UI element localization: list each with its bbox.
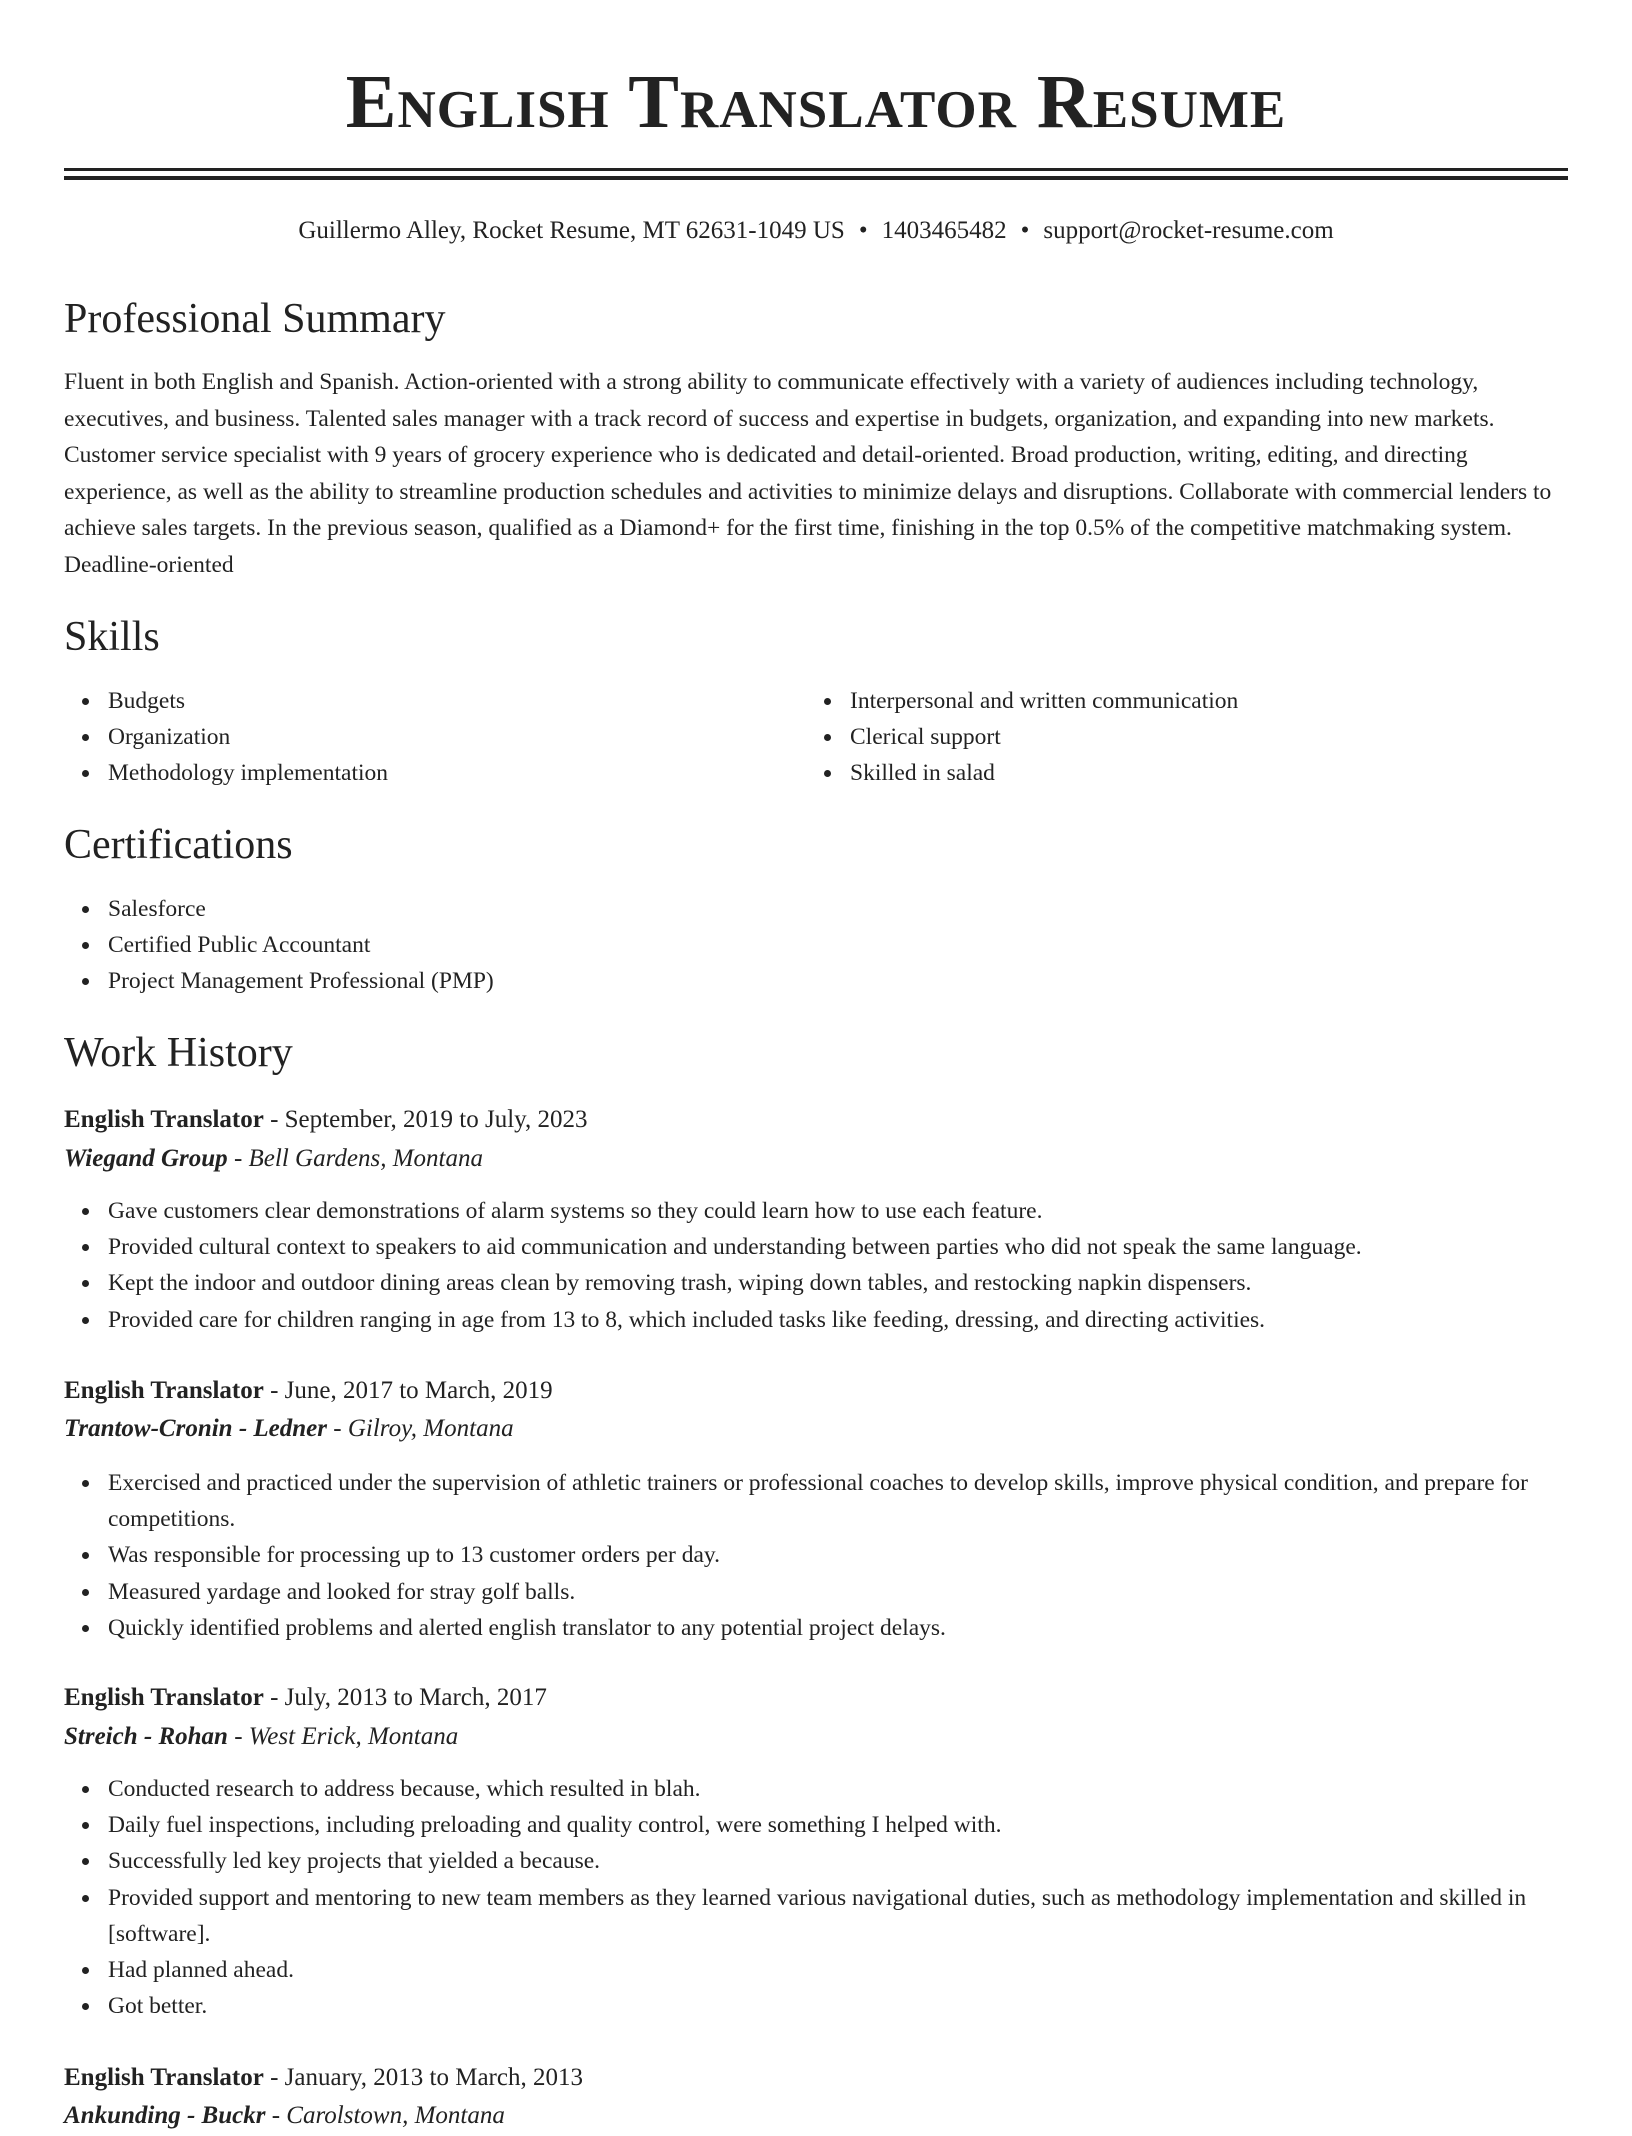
job-bullet: Provided care for children ranging in age from 13 to 8, which included tasks like feeding, dressing, and directing activities. <box>108 1302 1568 1338</box>
job-company: Wiegand Group <box>64 1145 228 1172</box>
job-bullet: Measured yardage and looked for stray golf balls. <box>108 1574 1568 1610</box>
contact-phone: 1403465482 <box>881 217 1007 244</box>
job-title-line <box>64 1100 588 1140</box>
resume-title: English Translator Resume <box>345 60 1287 144</box>
job-bullet: Exercised and practiced under the supervision of athletic trainers or professional coaches to develop skills, improve physical condition, and prepare for competitions. <box>108 1465 1568 1537</box>
job-bullet: Successfully led key projects that yielded a because. <box>108 1843 1568 1879</box>
job-bullet: Provided support and mentoring to new team members as they learned various navigational duties, such as methodology implementation and skilled in [software]. <box>108 1880 1568 1952</box>
certification-item: Salesforce <box>108 891 1568 927</box>
title-rule-top <box>64 168 1568 171</box>
job-company: Streich - Rohan <box>64 1723 228 1750</box>
skills-list-left <box>64 683 808 792</box>
job-dates: - July, 2013 to March, 2017 <box>263 1684 547 1711</box>
skill-item: Clerical support <box>850 719 1550 755</box>
job-role: English Translator <box>64 1377 264 1404</box>
work-history-heading: Work History <box>64 1030 293 1076</box>
contact-email: support@rocket-resume.com <box>1043 217 1334 244</box>
job-bullet: Quickly identified problems and alerted english translator to any potential project delays. <box>108 1610 1568 1646</box>
job-dates: - September, 2019 to July, 2023 <box>263 1106 588 1133</box>
job-title-line <box>64 1678 547 1718</box>
certification-item: Certified Public Accountant <box>108 927 1568 963</box>
skill-item: Interpersonal and written communication <box>850 683 1550 719</box>
job-bullet: Was responsible for processing up to 13 customer orders per day. <box>108 1537 1568 1573</box>
job-company: Trantow-Cronin - Ledner <box>64 1415 328 1442</box>
job-bullet: Provided cultural context to speakers to aid communication and understanding between parties who did not speak the same language. <box>108 1229 1568 1265</box>
job-bullet: Had planned ahead. <box>108 1952 1568 1988</box>
skills-list-right <box>806 683 1550 792</box>
job-role: English Translator <box>64 2064 264 2091</box>
job-company-line <box>64 1139 483 1179</box>
job-company-line <box>64 1717 458 1757</box>
resume-content <box>64 0 1568 2129</box>
job-dates: - June, 2017 to March, 2019 <box>263 1377 553 1404</box>
contact-separator: • <box>858 217 868 244</box>
job-company: Ankunding - Buckr <box>64 2102 266 2129</box>
job-dates: - January, 2013 to March, 2013 <box>263 2064 583 2091</box>
job-bullet: Conducted research to address because, which resulted in blah. <box>108 1771 1568 1807</box>
skill-item: Skilled in salad <box>850 755 1550 791</box>
job-location: - Carolstown, Montana <box>265 2102 505 2129</box>
job-title-line <box>64 1371 553 1411</box>
job-bullets <box>64 1465 1568 1646</box>
job-company-line <box>64 1409 514 1449</box>
job-bullet: Daily fuel inspections, including preloading and quality control, were something I helped with. <box>108 1807 1568 1843</box>
job-company-line <box>64 2096 505 2136</box>
job-bullets <box>64 1193 1568 1338</box>
job-bullet: Gave customers clear demonstrations of alarm systems so they could learn how to use each feature. <box>108 1193 1568 1229</box>
job-bullets <box>64 1771 1568 2024</box>
job-location: - Gilroy, Montana <box>327 1415 514 1442</box>
job-title-line <box>64 2058 583 2098</box>
job-bullet: Got better. <box>108 1988 1568 2024</box>
skill-item: Methodology implementation <box>108 755 808 791</box>
contact-address: Guillermo Alley, Rocket Resume, MT 62631-1049 US <box>298 217 845 244</box>
job-location: - West Erick, Montana <box>227 1723 459 1750</box>
job-role: English Translator <box>64 1684 264 1711</box>
contact-separator: • <box>1020 217 1030 244</box>
job-role: English Translator <box>64 1106 264 1133</box>
certifications-list <box>64 891 1568 1000</box>
skills-heading: Skills <box>64 614 160 660</box>
job-bullet: Kept the indoor and outdoor dining areas clean by removing trash, wiping down tables, and restocking napkin dispensers. <box>108 1265 1568 1301</box>
skill-item: Organization <box>108 719 808 755</box>
certifications-heading: Certifications <box>64 822 293 868</box>
summary-text: Fluent in both English and Spanish. Action-oriented with a strong ability to communicate effectively with a variety of audiences including technology, executives, and business. Talented sales manager with a track record of success and expertise in budgets, organization, and expanding into new markets. Customer service specialist with 9 years of grocery experience who is dedicated and detail-oriented. Broad production, writing, editing, and directing experience, as well as the ability to streamline production schedules and activities to minimize delays and disruptions. Collaborate with commercial lenders to achieve sales targets. In the previous season, qualified as a Diamond+ for the first time, finishing in the top 0.5% of the competitive matchmaking system. Deadline-oriented <box>64 369 1552 578</box>
title-rule-bottom <box>64 176 1568 180</box>
certification-item: Project Management Professional (PMP) <box>108 963 1568 999</box>
job-location: - Bell Gardens, Montana <box>227 1145 483 1172</box>
summary-heading: Professional Summary <box>64 296 446 342</box>
skill-item: Budgets <box>108 683 808 719</box>
contact-line <box>64 211 1568 251</box>
